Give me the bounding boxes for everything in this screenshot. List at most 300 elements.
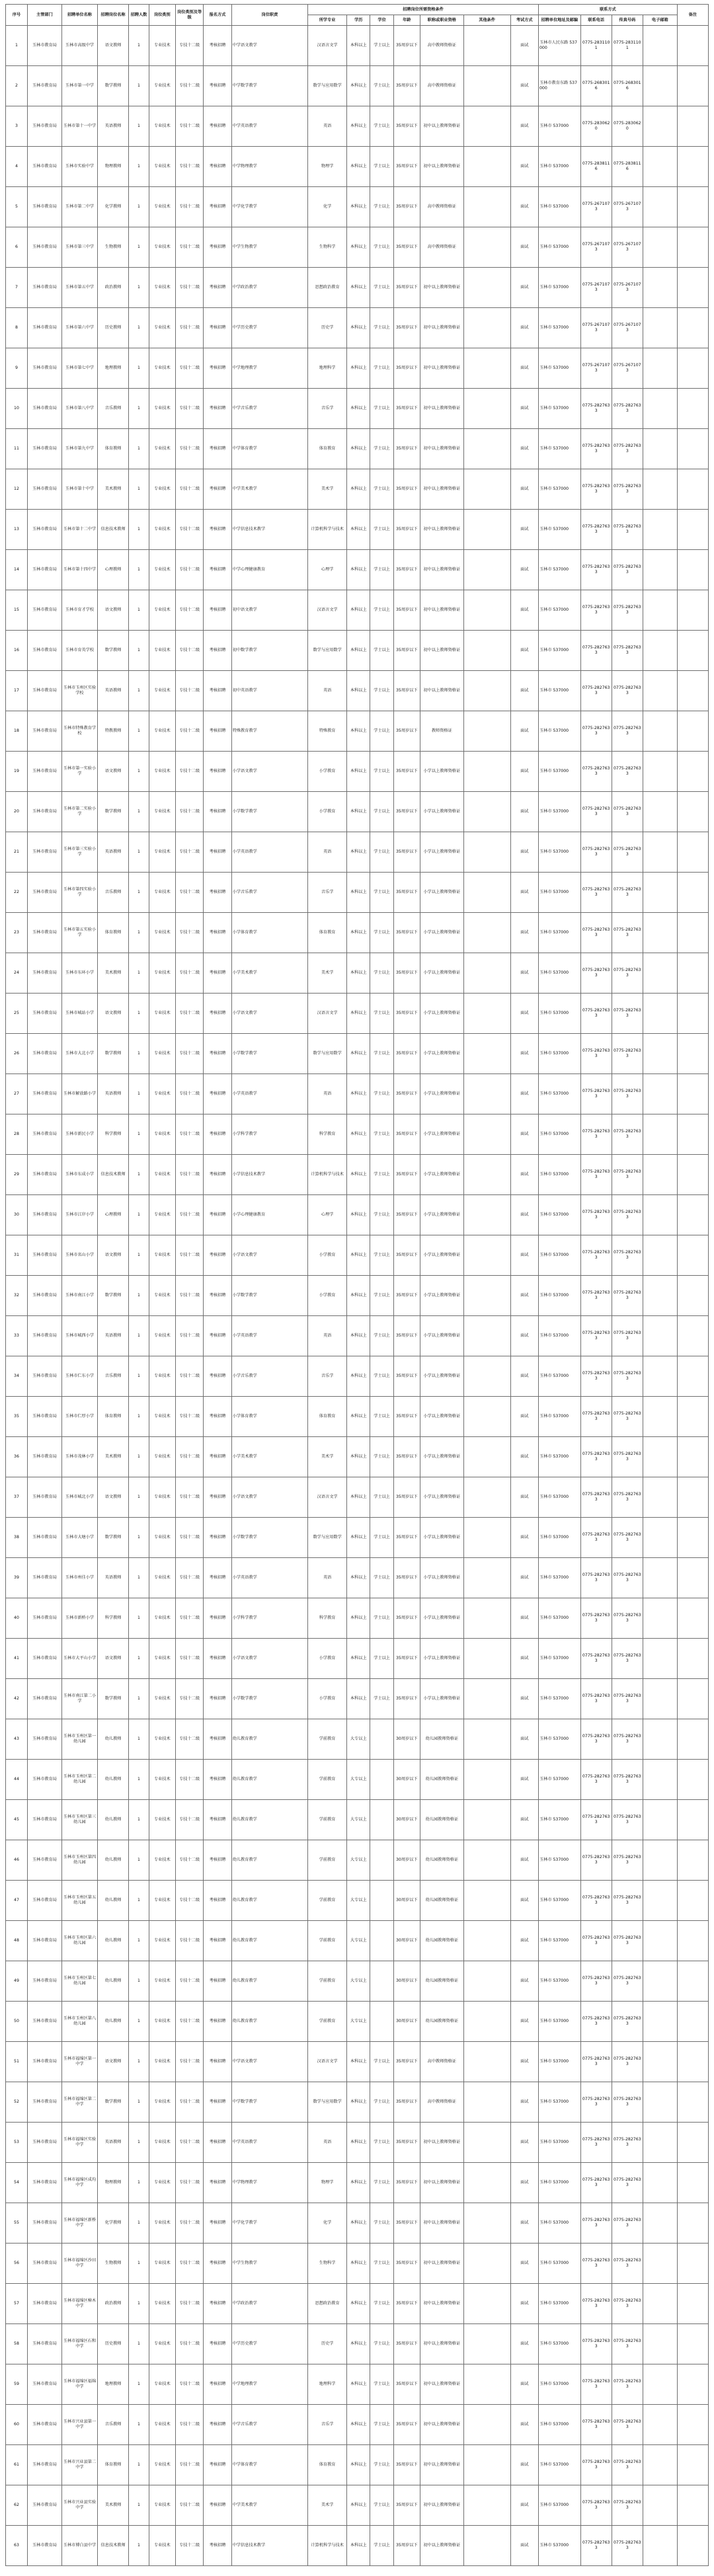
cell-degree: 学士以上 [370,389,393,429]
cell-posname: 音乐教师 [98,873,129,913]
cell-dept: 玉林市教育局 [27,994,61,1034]
cell-other [463,1881,510,1921]
cell-duty: 幼儿教育教学 [231,2002,307,2042]
cell-seq: 26 [6,1034,28,1074]
cell-other [463,1840,510,1881]
cell-level: 专技十二级 [175,2405,203,2445]
cell-remark [677,308,708,348]
cell-office-addr: 玉林市 537000 [538,1679,580,1719]
cell-other [463,2244,510,2284]
cell-major: 数学与应用数学 [308,1034,347,1074]
cell-phone: 0775-2827633 [580,2526,612,2566]
cell-degree: 学士以上 [370,2526,393,2566]
cell-exam: 面试 [510,2042,538,2082]
cell-office-addr: 玉林市 537000 [538,1921,580,1961]
table-row [6,348,709,389]
cell-count: 1 [129,873,149,913]
cell-age: 35周岁以下 [393,2042,420,2082]
cell-job-cond: 小学以上教师资格证 [420,994,463,1034]
cell-exam: 面试 [510,2526,538,2566]
header-major: 所学专业 [308,15,347,26]
cell-duty: 中学生物教学 [231,227,307,268]
cell-remark [677,106,708,147]
cell-apply: 考核招聘 [204,1397,231,1437]
cell-remark [677,2324,708,2364]
cell-dept: 玉林市教育局 [27,1679,61,1719]
table-row [6,1558,709,1598]
cell-job-cond: 初中以上教师资格证 [420,2364,463,2405]
cell-office-addr: 玉林市 537000 [538,1840,580,1881]
cell-seq: 44 [6,1760,28,1800]
cell-degree: 学士以上 [370,671,393,711]
cell-category: 专业技术 [149,550,175,590]
cell-other [463,1598,510,1639]
cell-unit: 玉林市福绵区福绵中学 [61,2364,97,2405]
cell-seq: 29 [6,1155,28,1195]
cell-duty: 中学历史教学 [231,2324,307,2364]
cell-job-cond: 高中教师资格证 [420,187,463,227]
cell-apply: 考核招聘 [204,590,231,631]
cell-category: 专业技术 [149,994,175,1034]
cell-level: 专技十二级 [175,510,203,550]
table-row [6,2405,709,2445]
cell-degree: 学士以上 [370,510,393,550]
cell-degree: 学士以上 [370,2445,393,2485]
cell-posname: 美术教师 [98,2485,129,2526]
cell-unit: 玉林市仁厚小学 [61,1397,97,1437]
cell-level: 专技十二级 [175,1477,203,1518]
cell-apply: 考核招聘 [204,469,231,510]
cell-fax: 0775-2827633 [612,1881,643,1921]
cell-dept: 玉林市教育局 [27,2203,61,2244]
cell-apply: 考核招聘 [204,1276,231,1316]
cell-age: 35周岁以下 [393,2405,420,2445]
cell-other [463,2042,510,2082]
cell-unit: 玉林市第三中学 [61,227,97,268]
cell-posname: 语文教师 [98,1639,129,1679]
cell-unit: 玉林市南江小学 [61,1276,97,1316]
cell-count: 1 [129,1558,149,1598]
cell-exam: 面试 [510,2123,538,2163]
cell-count: 1 [129,1760,149,1800]
cell-exam: 面试 [510,1840,538,1881]
cell-major: 物理学 [308,2163,347,2203]
cell-other [463,873,510,913]
cell-office-addr: 玉林市 537000 [538,1477,580,1518]
cell-phone: 0775-2827633 [580,832,612,873]
cell-email [643,953,677,994]
cell-age: 35周岁以下 [393,2445,420,2485]
cell-category: 专业技术 [149,1598,175,1639]
cell-exam: 面试 [510,1477,538,1518]
cell-exam: 面试 [510,590,538,631]
cell-unit: 玉林市第六中学 [61,308,97,348]
cell-seq: 1 [6,26,28,66]
cell-duty: 小学语文教学 [231,752,307,792]
cell-age: 35周岁以下 [393,308,420,348]
cell-unit: 玉林市第五实验小学 [61,913,97,953]
cell-degree: 学士以上 [370,2042,393,2082]
cell-edu: 本科以上 [347,2244,370,2284]
cell-level: 专技十二级 [175,348,203,389]
cell-count: 1 [129,469,149,510]
cell-unit: 玉林市第十四中学 [61,550,97,590]
cell-other [463,1114,510,1155]
cell-level: 专技十二级 [175,1316,203,1356]
cell-posname: 体育教师 [98,429,129,469]
cell-email [643,1558,677,1598]
cell-fax: 0775-2827633 [612,2284,643,2324]
cell-duty: 中学化学教学 [231,2203,307,2244]
cell-major: 科学教育 [308,1114,347,1155]
cell-degree [370,1800,393,1840]
cell-duty: 中学历史教学 [231,308,307,348]
cell-remark [677,348,708,389]
cell-fax: 0775-2827633 [612,2526,643,2566]
cell-remark [677,590,708,631]
cell-major: 计算机科学与技术 [308,2526,347,2566]
cell-fax: 0775-2838116 [612,147,643,187]
cell-phone: 0775-2827633 [580,2324,612,2364]
cell-unit: 玉林市南江第二小学 [61,1679,97,1719]
cell-job-cond: 教师资格证 [420,711,463,752]
cell-remark [677,1800,708,1840]
cell-office-addr: 玉林市 537000 [538,106,580,147]
cell-exam: 面试 [510,953,538,994]
cell-level: 专技十二级 [175,2042,203,2082]
cell-job-cond: 初中以上教师资格证 [420,550,463,590]
cell-remark [677,1316,708,1356]
cell-office-addr: 玉林市 537000 [538,1437,580,1477]
cell-major: 历史学 [308,308,347,348]
cell-category: 专业技术 [149,873,175,913]
cell-duty: 中学语文教学 [231,2042,307,2082]
cell-email [643,1881,677,1921]
cell-duty: 小学音乐教学 [231,873,307,913]
cell-posname: 地理教师 [98,2364,129,2405]
cell-level: 专技十二级 [175,1598,203,1639]
cell-seq: 18 [6,711,28,752]
cell-age: 35周岁以下 [393,1114,420,1155]
cell-phone: 0775-2827633 [580,2485,612,2526]
table-row [6,187,709,227]
cell-edu: 本科以上 [347,66,370,106]
cell-apply: 考核招聘 [204,1639,231,1679]
cell-phone: 0775-2827633 [580,1276,612,1316]
cell-seq: 10 [6,389,28,429]
cell-seq: 7 [6,268,28,308]
cell-dept: 玉林市教育局 [27,1921,61,1961]
cell-seq: 53 [6,2123,28,2163]
cell-category: 专业技术 [149,389,175,429]
cell-remark [677,1114,708,1155]
cell-other [463,1356,510,1397]
cell-unit: 玉林市福绵区实验中学 [61,2123,97,2163]
cell-dept: 玉林市教育局 [27,2364,61,2405]
cell-degree: 学士以上 [370,994,393,1034]
cell-unit: 玉林市东环小学 [61,953,97,994]
header-category: 岗位类别 [149,5,175,26]
cell-category: 专业技术 [149,66,175,106]
cell-office-addr: 玉林市 537000 [538,1719,580,1760]
cell-edu: 本科以上 [347,631,370,671]
cell-phone: 0775-2827633 [580,2244,612,2284]
cell-phone: 0775-2827633 [580,2082,612,2123]
cell-age: 35周岁以下 [393,2244,420,2284]
cell-major: 数学与应用数学 [308,1518,347,1558]
cell-seq: 52 [6,2082,28,2123]
cell-email [643,792,677,832]
cell-edu: 本科以上 [347,953,370,994]
cell-count: 1 [129,1155,149,1195]
cell-dept: 玉林市教育局 [27,227,61,268]
table-row [6,1195,709,1235]
cell-posname: 物理教师 [98,147,129,187]
cell-job-cond: 小学以上教师资格证 [420,1397,463,1437]
cell-duty: 中学生物教学 [231,2244,307,2284]
cell-degree: 学士以上 [370,147,393,187]
cell-category: 专业技术 [149,1316,175,1356]
cell-email [643,1235,677,1276]
cell-category: 专业技术 [149,2364,175,2405]
cell-exam: 面试 [510,792,538,832]
cell-office-addr: 玉林市 537000 [538,429,580,469]
cell-email [643,2364,677,2405]
cell-count: 1 [129,994,149,1034]
cell-age: 30周岁以下 [393,1961,420,2002]
cell-unit: 玉林市兴业县实验中学 [61,2485,97,2526]
cell-major: 计算机科学与技术 [308,510,347,550]
cell-exam: 面试 [510,66,538,106]
cell-major: 小学教育 [308,1276,347,1316]
header-dept: 主管部门 [27,5,61,26]
cell-office-addr: 玉林市 537000 [538,2163,580,2203]
cell-job-cond: 小学以上教师资格证 [420,953,463,994]
cell-phone: 0775-2827633 [580,1034,612,1074]
cell-unit: 玉林市兴业县第二中学 [61,2445,97,2485]
cell-email [643,2042,677,2082]
cell-edu: 本科以上 [347,1235,370,1276]
cell-phone: 0775-2827633 [580,1881,612,1921]
cell-phone: 0775-2671073 [580,308,612,348]
cell-seq: 59 [6,2364,28,2405]
cell-email [643,1195,677,1235]
cell-duty: 小学语文教学 [231,1477,307,1518]
cell-dept: 玉林市教育局 [27,2526,61,2566]
cell-job-cond: 小学以上教师资格证 [420,1235,463,1276]
header-job-cond: 职称或职业资格 [420,15,463,26]
cell-degree: 学士以上 [370,1114,393,1155]
cell-apply: 考核招聘 [204,1881,231,1921]
cell-count: 1 [129,147,149,187]
table-row [6,2364,709,2405]
cell-email [643,2485,677,2526]
cell-apply: 考核招聘 [204,1437,231,1477]
cell-dept: 玉林市教育局 [27,631,61,671]
cell-email [643,671,677,711]
cell-posname: 幼儿教师 [98,1961,129,2002]
cell-age: 30周岁以下 [393,1719,420,1760]
header-edu: 学历 [347,15,370,26]
cell-unit: 玉林市福绵区樟木中学 [61,2284,97,2324]
cell-level: 专技十二级 [175,106,203,147]
cell-edu: 本科以上 [347,348,370,389]
cell-major: 学前教育 [308,1719,347,1760]
cell-phone: 0775-2671073 [580,227,612,268]
cell-degree: 学士以上 [370,2324,393,2364]
cell-major: 学前教育 [308,1921,347,1961]
cell-other [463,469,510,510]
cell-count: 1 [129,1397,149,1437]
cell-age: 30周岁以下 [393,1921,420,1961]
cell-posname: 数学教师 [98,1276,129,1316]
cell-edu: 本科以上 [347,1034,370,1074]
cell-dept: 玉林市教育局 [27,1518,61,1558]
cell-dept: 玉林市教育局 [27,1034,61,1074]
cell-office-addr: 玉林市 537000 [538,1276,580,1316]
cell-degree [370,1961,393,2002]
cell-dept: 玉林市教育局 [27,1477,61,1518]
cell-posname: 音乐教师 [98,389,129,429]
cell-level: 专技十二级 [175,1961,203,2002]
cell-duty: 小学语文教学 [231,994,307,1034]
cell-seq: 4 [6,147,28,187]
cell-age: 30周岁以下 [393,1840,420,1881]
cell-remark [677,2445,708,2485]
cell-unit: 玉林市仁东小学 [61,1356,97,1397]
cell-seq: 58 [6,2324,28,2364]
cell-count: 1 [129,510,149,550]
cell-unit: 玉林市第一实验小学 [61,752,97,792]
cell-category: 专业技术 [149,631,175,671]
header-apply: 报名方式 [204,5,231,26]
cell-seq: 5 [6,187,28,227]
cell-dept: 玉林市教育局 [27,1881,61,1921]
cell-edu: 大专以上 [347,1881,370,1921]
cell-duty: 中学美术教学 [231,469,307,510]
cell-age: 35周岁以下 [393,832,420,873]
cell-phone: 0775-2827633 [580,2284,612,2324]
cell-job-cond: 初中以上教师资格证 [420,2244,463,2284]
cell-fax: 0775-2827633 [612,1518,643,1558]
cell-unit: 玉林市茂林小学 [61,1437,97,1477]
cell-count: 1 [129,2244,149,2284]
cell-exam: 面试 [510,2244,538,2284]
cell-other [463,2526,510,2566]
cell-fax: 0775-2827633 [612,1437,643,1477]
cell-apply: 考核招聘 [204,1598,231,1639]
cell-edu: 本科以上 [347,510,370,550]
cell-dept: 玉林市教育局 [27,1316,61,1356]
cell-major: 汉语言文学 [308,994,347,1034]
cell-seq: 34 [6,1356,28,1397]
cell-exam: 面试 [510,1961,538,2002]
cell-other [463,631,510,671]
cell-duty: 中学物理教学 [231,2163,307,2203]
cell-seq: 22 [6,873,28,913]
cell-dept: 玉林市教育局 [27,2163,61,2203]
cell-count: 1 [129,1881,149,1921]
cell-degree: 学士以上 [370,792,393,832]
table-row [6,2082,709,2123]
cell-category: 专业技术 [149,2485,175,2526]
cell-seq: 2 [6,66,28,106]
cell-duty: 小学体育教学 [231,913,307,953]
cell-apply: 考核招聘 [204,1760,231,1800]
cell-phone: 0775-2827633 [580,1477,612,1518]
cell-dept: 玉林市教育局 [27,1598,61,1639]
header-seq: 序号 [6,5,28,26]
cell-major: 美术学 [308,953,347,994]
cell-apply: 考核招聘 [204,2324,231,2364]
cell-major: 体育教育 [308,1397,347,1437]
cell-age: 35周岁以下 [393,187,420,227]
cell-major: 体育教育 [308,429,347,469]
cell-category: 专业技术 [149,1437,175,1477]
table-row [6,268,709,308]
cell-category: 专业技术 [149,1155,175,1195]
cell-level: 专技十二级 [175,429,203,469]
cell-fax: 0775-2827633 [612,671,643,711]
cell-count: 1 [129,2082,149,2123]
cell-other [463,1679,510,1719]
cell-level: 专技十二级 [175,1437,203,1477]
cell-fax: 0775-2827633 [612,2082,643,2123]
cell-level: 专技十二级 [175,1840,203,1881]
cell-phone: 0775-2827633 [580,2203,612,2244]
cell-email [643,1961,677,2002]
cell-dept: 玉林市教育局 [27,26,61,66]
cell-fax: 0775-2827633 [612,832,643,873]
cell-job-cond: 小学以上教师资格证 [420,792,463,832]
cell-degree: 学士以上 [370,106,393,147]
cell-email [643,227,677,268]
cell-other [463,2123,510,2163]
cell-other [463,510,510,550]
cell-dept: 玉林市教育局 [27,1760,61,1800]
cell-duty: 中学化学教学 [231,187,307,227]
cell-email [643,1800,677,1840]
cell-level: 专技十二级 [175,1719,203,1760]
cell-fax: 0775-2827633 [612,1114,643,1155]
cell-job-cond: 幼儿园教师资格证 [420,1719,463,1760]
cell-apply: 考核招聘 [204,2123,231,2163]
cell-level: 专技十二级 [175,631,203,671]
cell-posname: 信息技术教师 [98,1155,129,1195]
cell-degree: 学士以上 [370,348,393,389]
cell-office-addr: 玉林市 537000 [538,2364,580,2405]
cell-phone: 0775-2827633 [580,1114,612,1155]
cell-exam: 面试 [510,469,538,510]
table-row [6,832,709,873]
cell-email [643,1437,677,1477]
cell-dept: 玉林市教育局 [27,187,61,227]
cell-fax: 0775-2827633 [612,2203,643,2244]
cell-duty: 小学体育教学 [231,1397,307,1437]
cell-age: 35周岁以下 [393,1034,420,1074]
cell-posname: 体育教师 [98,913,129,953]
cell-phone: 0775-2827633 [580,1155,612,1195]
cell-posname: 幼儿教师 [98,1881,129,1921]
cell-exam: 面试 [510,1114,538,1155]
cell-office-addr: 玉林市 537000 [538,469,580,510]
cell-edu: 本科以上 [347,2163,370,2203]
cell-email [643,1639,677,1679]
cell-major: 化学 [308,2203,347,2244]
cell-job-cond: 小学以上教师资格证 [420,913,463,953]
cell-phone: 0775-2830620 [580,106,612,147]
cell-other [463,2445,510,2485]
